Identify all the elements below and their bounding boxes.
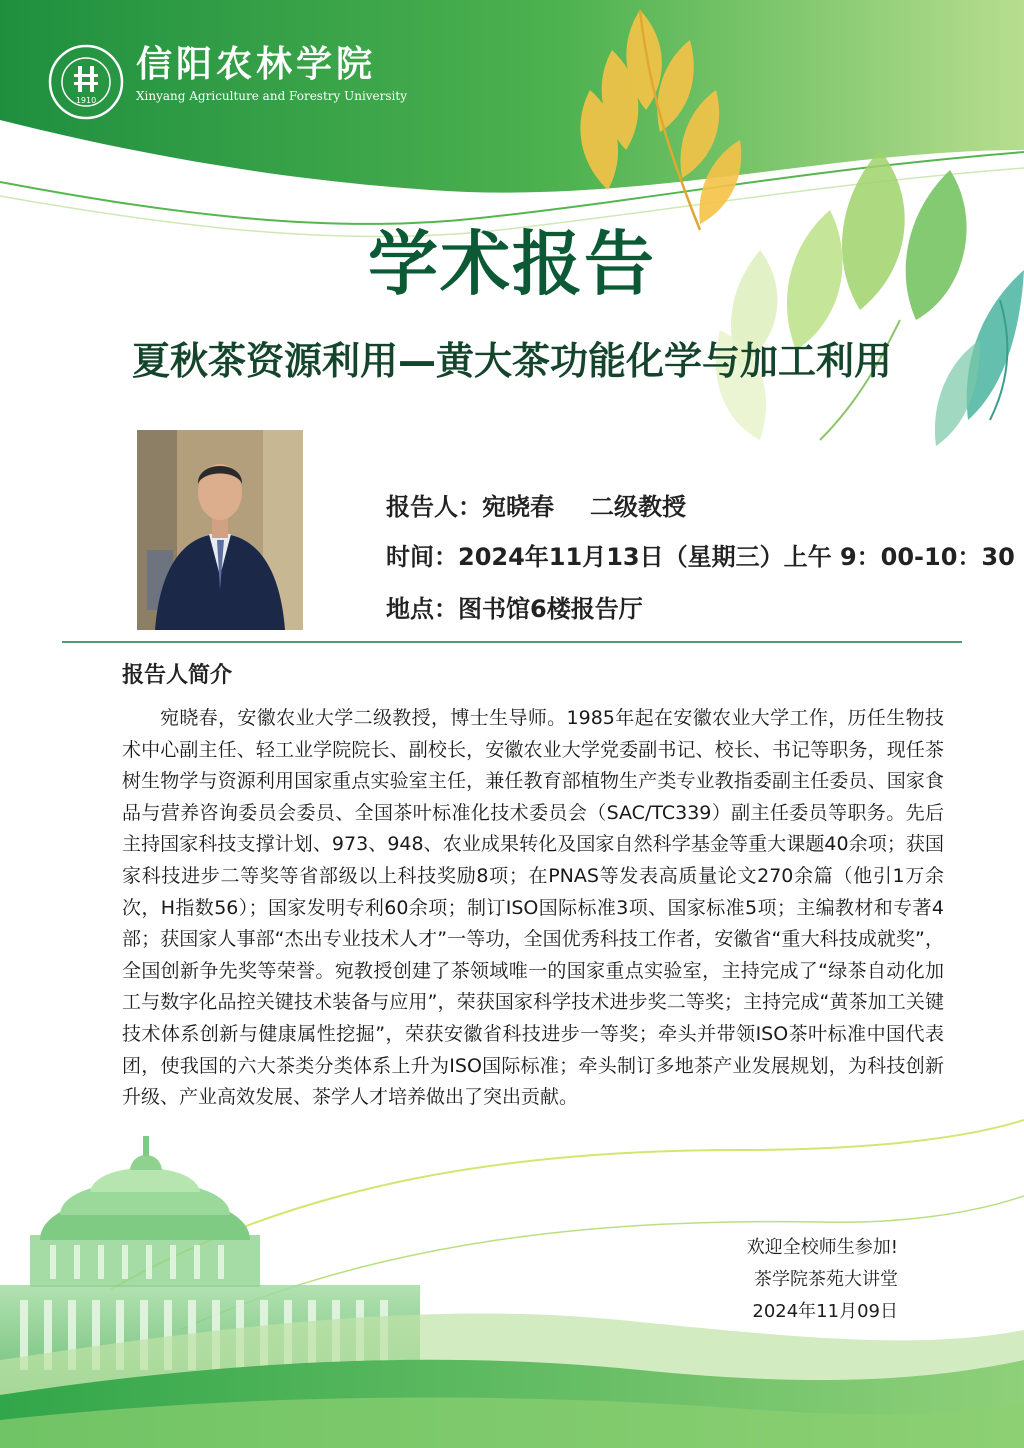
bio-heading: 报告人简介: [122, 663, 233, 688]
welcome-note: 欢迎全校师生参加!: [746, 1237, 898, 1258]
seal-year: 1910: [75, 96, 97, 105]
speaker-photo: [137, 430, 303, 630]
page-title: 学术报告: [368, 223, 656, 305]
university-seal-icon: [48, 44, 124, 120]
organizer: 茶学院茶苑大讲堂: [754, 1269, 898, 1290]
university-name-cn: 信阳农林学院: [136, 43, 377, 85]
section-divider: [62, 641, 962, 643]
issue-date: 2024年11月09日: [752, 1301, 898, 1322]
speaker-name: 报告人：宛晓春: [386, 493, 554, 521]
speaker-line: [386, 492, 686, 522]
report-subtitle: 夏秋茶资源利用—黄大茶功能化学与加工利用: [131, 339, 892, 383]
university-name-en: Xinyang Agriculture and Forestry University: [136, 89, 407, 103]
speaker-rank: 二级教授: [590, 493, 686, 521]
report-location: 地点：图书馆6楼报告厅: [386, 595, 643, 623]
report-time: 时间：2024年11月13日（星期三）上午 9：00-10：30: [386, 543, 1015, 571]
bio-text: 宛晓春，安徽农业大学二级教授，博士生导师。1985年起在安徽农业大学工作，历任生物技术中心副主任、轻工业学院院长、副校长，安徽农业大学党委副书记、校长、书记等职务，现任茶树生物学与资源利用国家重点实验室主任，兼任教育部植物生产类专业教指委副主任委员、国家食品与营养咨询委员会委员、全国茶叶标准化技术委员会（SAC/TC339）副主任委员等职务。先后主持国家科技支撑计划、973、948、农业成果转化及国家自然科学基金等重大课题40余项；获国家科技进步二等奖等省部级以上科技奖励8项；在PNAS等发表高质量论文270余篇（他引1万余次，H指数56）；国家发明专利60余项；制订ISO国际标准3项、国家标准5项；主编教材和专著4部；获国家人事部“杰出专业技术人才”一等功，全国优秀科技工作者，安徽省“重大科技成就奖”，全国创新争先奖等荣誉。宛教授创建了茶领域唯一的国家重点实验室，主持完成了“绿茶自动化加工与数字化品控关键技术装备与应用”，荣获国家科学技术进步奖二等奖；主持完成“黄茶加工关键技术体系创新与健康属性挖掘”，荣获安徽省科技进步一等奖；牵头并带领ISO茶叶标准中国代表团，使我国的六大茶类分类体系上升为ISO国际标准；牵头制订多地茶产业发展规划，为科技创新升级、产业高效发展、茶学人才培养做出了突出贡献。: [122, 707, 944, 1109]
